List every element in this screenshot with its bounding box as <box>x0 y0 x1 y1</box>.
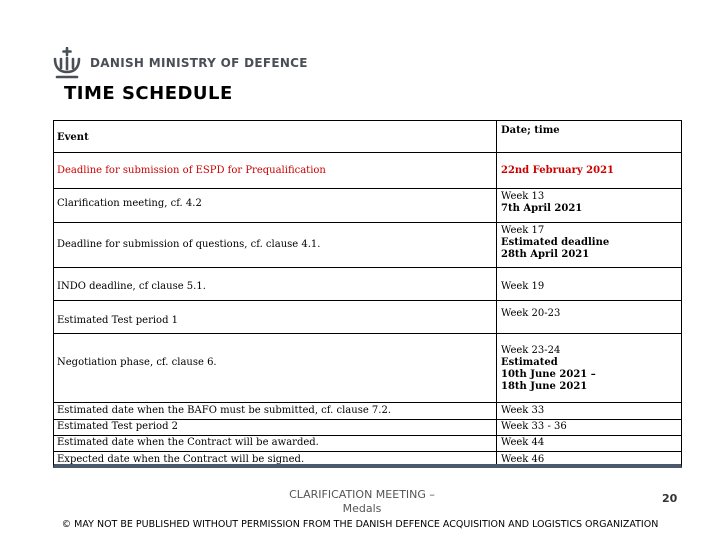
event-cell: Estimated Test period 1 <box>57 315 179 326</box>
row-separator <box>54 222 681 223</box>
date-cell: Week 33 - 36 <box>501 421 567 432</box>
date-cell: Week 17 Estimated deadline 28th April 2021 <box>501 225 610 260</box>
row-separator <box>54 152 681 153</box>
date-cell: Week 20-23 <box>501 308 561 319</box>
row-separator <box>54 435 681 436</box>
event-cell: Clarification meeting, cf. 4.2 <box>57 198 202 209</box>
page-number: 20 <box>662 492 678 505</box>
logo-text: DANISH MINISTRY OF DEFENCE <box>90 56 308 70</box>
copyright-notice: © MAY NOT BE PUBLISHED WITHOUT PERMISSION FROM THE DANISH DEFENCE ACQUISITION AND LOGISTICS ORGANIZATION <box>61 519 659 530</box>
event-cell: Deadline for submission of questions, cf. clause 4.1. <box>57 239 321 250</box>
row-separator <box>54 333 681 334</box>
date-cell: Week 46 <box>501 454 545 465</box>
event-cell: Expected date when the Contract will be signed. <box>57 454 305 465</box>
header-event: Event <box>57 132 89 143</box>
row-separator <box>54 419 681 420</box>
event-cell: Estimated date when the BAFO must be submitted, cf. clause 7.2. <box>57 405 391 416</box>
event-cell: Deadline for submission of ESPD for Prequalification <box>57 165 326 176</box>
date-cell: 22nd February 2021 <box>501 165 614 176</box>
row-separator <box>54 402 681 403</box>
event-cell: Estimated Test period 2 <box>57 421 179 432</box>
page-title: TIME SCHEDULE <box>64 83 233 104</box>
ministry-logo <box>52 46 308 80</box>
row-separator <box>54 451 681 452</box>
schedule-table <box>53 120 682 468</box>
event-cell: Estimated date when the Contract will be awarded. <box>57 437 319 448</box>
column-divider <box>496 121 497 464</box>
date-cell: Week 23-24 Estimated 10th June 2021 – 18th June 2021 <box>501 345 596 392</box>
date-cell: Week 44 <box>501 437 545 448</box>
event-cell: Negotiation phase, cf. clause 6. <box>57 357 217 368</box>
row-separator <box>54 300 681 301</box>
row-separator <box>54 188 681 189</box>
header-date: Date; time <box>501 125 560 136</box>
row-separator <box>54 267 681 268</box>
date-cell: Week 33 <box>501 405 545 416</box>
date-cell: Week 13 7th April 2021 <box>501 191 583 214</box>
event-cell: INDO deadline, cf clause 5.1. <box>57 281 206 292</box>
crown-icon <box>52 47 82 79</box>
date-cell: Week 19 <box>501 281 545 292</box>
footer-meeting-label: CLARIFICATION MEETING – Medals <box>289 488 435 515</box>
